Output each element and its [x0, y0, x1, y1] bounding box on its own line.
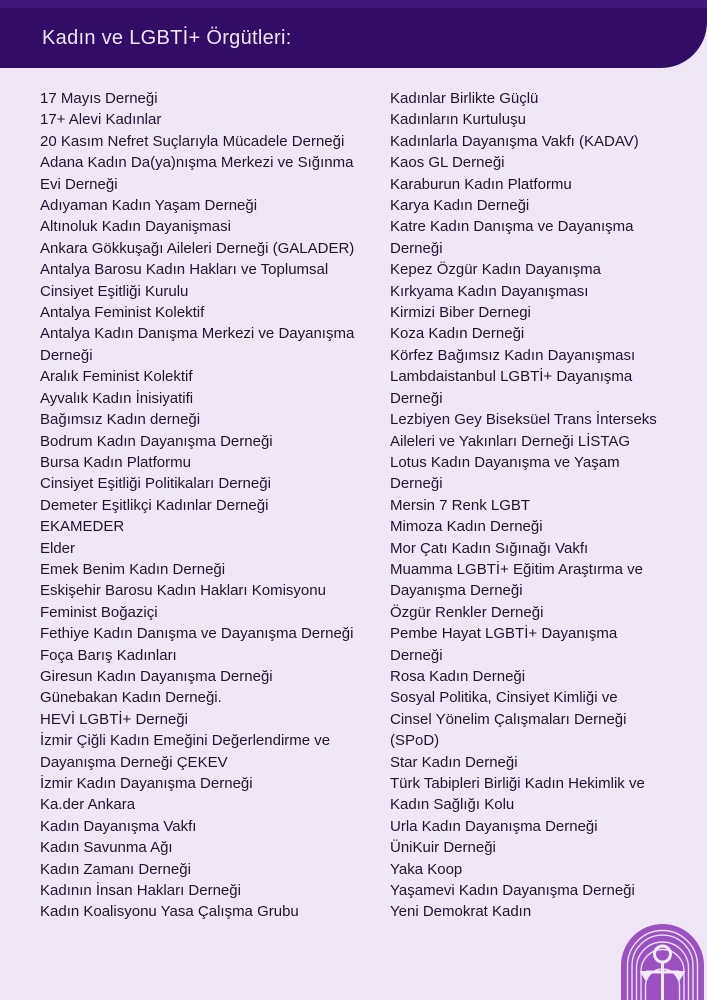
org-item: Kepez Özgür Kadın Dayanışma: [390, 261, 601, 279]
org-item: Yeni Demokrat Kadın: [390, 903, 532, 921]
org-item: Günebakan Kadın Derneği.: [40, 689, 222, 707]
org-item: Kadın Savunma Ağı: [40, 839, 173, 857]
org-item: Eskişehir Barosu Kadın Hakları Komisyonu: [40, 582, 326, 600]
org-item: Adana Kadın Da(ya)nışma Merkezi ve Sığınma Evi Derneği: [40, 154, 354, 193]
org-item: Körfez Bağımsız Kadın Dayanışması: [390, 346, 636, 364]
org-item: Elder: [40, 539, 76, 557]
org-item: Yaşamevi Kadın Dayanışma Derneği: [390, 882, 635, 900]
org-item: Aralık Feminist Kolektif: [40, 368, 193, 386]
org-item: 20 Kasım Nefret Suçlarıyla Mücadele Derneği: [40, 132, 345, 150]
women-justice-scales-arch-icon: [621, 924, 704, 1000]
org-item: Kaos GL Derneği: [390, 154, 505, 172]
org-item: Mersin 7 Renk LGBT: [390, 496, 531, 514]
org-item: Ka.der Ankara: [40, 796, 136, 814]
org-item: Bağımsız Kadın derneği: [40, 411, 201, 429]
org-item: Urla Kadın Dayanışma Derneği: [390, 817, 598, 835]
org-item: Mimoza Kadın Derneği: [390, 518, 543, 536]
org-item: 17 Mayıs Derneği: [40, 90, 158, 107]
org-item: Antalya Kadın Danışma Merkezi ve Dayanışma Derneği: [40, 325, 355, 364]
org-item: Bursa Kadın Platformu: [40, 453, 191, 471]
org-item: Rosa Kadın Derneği: [390, 667, 526, 685]
org-item: Emek Benim Kadın Derneği: [40, 560, 226, 578]
org-item: Yaka Koop: [390, 860, 463, 878]
org-item: Mor Çatı Kadın Sığınağı Vakfı: [390, 539, 589, 557]
org-item: Star Kadın Derneği: [390, 753, 518, 771]
org-column-left: [40, 88, 360, 923]
org-column-right: [390, 88, 662, 923]
org-item: Kirmizi Biber Dernegi: [390, 304, 531, 322]
org-item: Karaburun Kadın Platformu: [390, 175, 572, 193]
org-item: Sosyal Politika, Cinsiyet Kimliği ve Cinsel Yönelim Çalışmaları Derneği (SPoD): [390, 689, 627, 750]
org-item: Kadın Zamanı Derneği: [40, 860, 191, 878]
org-item: ÜniKuir Derneği: [390, 839, 496, 857]
org-item: Kadınlar Birlikte Güçlü: [390, 90, 539, 107]
org-item: Antalya Feminist Kolektif: [40, 304, 205, 322]
page-title: Kadın ve LGBTİ+ Örgütleri:: [42, 26, 292, 49]
org-item: Foça Barış Kadınları: [40, 646, 177, 664]
org-item: Kırkyama Kadın Dayanışması: [390, 282, 589, 300]
org-item: Karya Kadın Derneği: [390, 197, 530, 215]
org-item: Adıyaman Kadın Yaşam Derneği: [40, 197, 258, 215]
org-item: Lotus Kadın Dayanışma ve Yaşam Derneği: [390, 453, 620, 493]
org-item: Lezbiyen Gey Biseksüel Trans İnterseks Aileleri ve Yakınları Derneği LİSTAG: [390, 411, 657, 450]
org-item: Muamma LGBTİ+ Eğitim Araştırma ve Dayanışma Derneği: [390, 560, 643, 600]
org-item: İzmir Çiğli Kadın Emeğini Değerlendirme ve Dayanışma Derneği ÇEKEV: [40, 732, 331, 771]
org-item: Ankara Gökkuşağı Aileleri Derneği (GALADER): [40, 239, 355, 257]
org-item: Kadın Dayanışma Vakfı: [40, 817, 197, 835]
org-item: Demeter Eşitlikçi Kadınlar Derneği: [40, 496, 269, 514]
org-item: Ayvalık Kadın İnisiyatifi: [40, 389, 194, 407]
org-item: Feminist Boğaziçi: [40, 603, 158, 621]
org-item: HEVİ LGBTİ+ Derneği: [40, 710, 188, 728]
org-item: Fethiye Kadın Danışma ve Dayanışma Derneği: [40, 625, 354, 643]
org-item: Altınoluk Kadın Dayanişmasi: [40, 218, 231, 236]
org-item: Koza Kadın Derneği: [390, 325, 525, 343]
org-item: Pembe Hayat LGBTİ+ Dayanışma Derneği: [390, 625, 618, 664]
org-item: Kadınlarla Dayanışma Vakfı (KADAV): [390, 132, 639, 150]
org-item: Lambdaistanbul LGBTİ+ Dayanışma Derneği: [390, 368, 633, 407]
org-item: Cinsiyet Eşitliği Politikaları Derneği: [40, 475, 271, 493]
org-item: Giresun Kadın Dayanışma Derneği: [40, 667, 273, 685]
org-item: Kadınların Kurtuluşu: [390, 111, 526, 129]
footer-logo: [621, 924, 704, 1000]
org-item: EKAMEDER: [40, 518, 125, 536]
organization-list: [40, 88, 662, 923]
org-item: Özgür Renkler Derneği: [390, 603, 544, 621]
org-item: İzmir Kadın Dayanışma Derneği: [40, 775, 253, 792]
page-header: [0, 8, 707, 68]
org-item: Katre Kadın Danışma ve Dayanışma Derneği: [390, 218, 634, 257]
org-item: Kadının İnsan Hakları Derneği: [40, 882, 241, 900]
org-item: Antalya Barosu Kadın Hakları ve Toplumsal Cinsiyet Eşitliği Kurulu: [40, 261, 329, 300]
org-item: Bodrum Kadın Dayanışma Derneği: [40, 432, 273, 450]
org-item: Türk Tabipleri Birliği Kadın Hekimlik ve Kadın Sağlığı Kolu: [390, 775, 645, 814]
org-item: 17+ Alevi Kadınlar: [40, 111, 162, 129]
org-item: Kadın Koalisyonu Yasa Çalışma Grubu: [40, 903, 299, 921]
